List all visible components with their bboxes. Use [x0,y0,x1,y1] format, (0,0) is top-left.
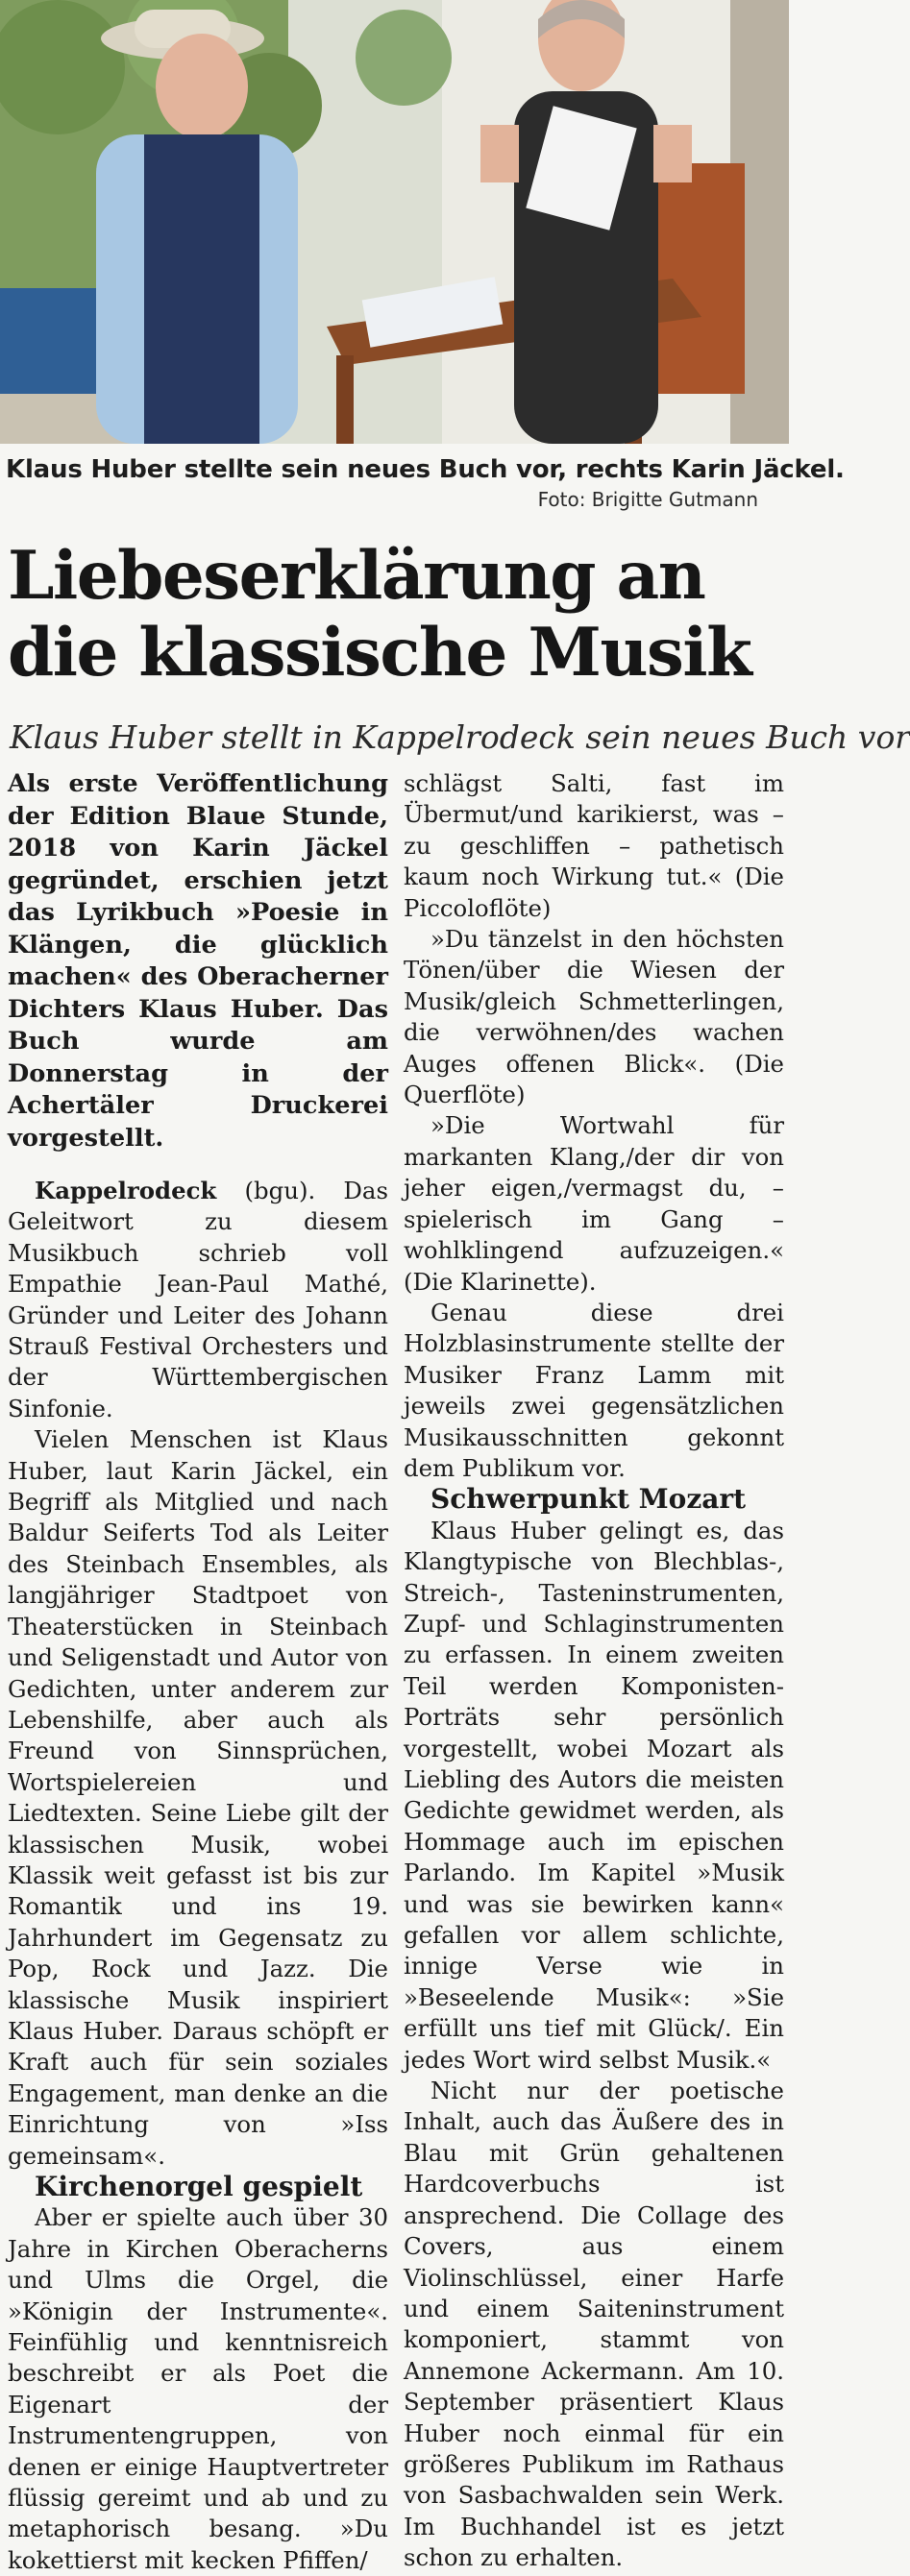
paragraph-4: schlägst Salti, fast im Übermut/und karikierst, was – zu geschliffen – pathetisch kaum noch Wirkung tut.« (Die Piccoloflöte) [404,769,784,922]
lead-paragraph: Als erste Veröffentlichung der Edition Blaue Stunde, 2018 von Karin Jäckel gegründet, erschien jetzt das Lyrikbuch »Poesie in Klängen, die glücklich machen« des Oberacherner Dichters Klaus Huber. Das Buch wurde am Donnerstag in der Achertäler Druckerei vorgestellt. [8,769,388,1153]
subheading-mozart: Schwerpunkt Mozart [430,1483,747,1516]
paragraph-5: »Du tänzelst in den höchsten Tönen/über die Wiesen der Musik/gleich Schmetterlingen, die verwöhnen/des wachen Auges offenen Blick«. (Die Querflöte) [404,925,784,1109]
subheading-kirchenorgel: Kirchenorgel gespielt [35,2171,363,2202]
column-right [404,768,784,2574]
subheadline: Klaus Huber stellt in Kappelrodeck sein neues Buch vor [10,718,910,756]
article-photo [0,0,789,444]
photo-credit: Foto: Brigitte Gutmann [537,488,758,511]
column-left [8,768,388,2576]
headline [8,538,781,692]
paragraph-2: Vielen Menschen ist Klaus Huber, laut Karin Jäckel, ein Begriff als Mitglied und nach Baldur Seiferts Tod als Leiter des Steinbach Ensembles, als langjähriger Stadtpoet von Theaterstücken in Steinbach und Seligenstadt und Autor von Gedichten, unter anderem zur Lebenshilfe, aber auch als Freund von Sinnsprüchen, Wortspielereien und Liedtexten. Seine Liebe gilt der klassischen Musik, wobei Klassik weit gefasst ist bis zur Romantik und ins 19. Jahrhundert im Gegensatz zu Pop, Rock und Jazz. Die klassische Musik inspiriert Klaus Huber. Daraus schöpft er Kraft auch für sein soziales Engagement, man denke an die Einrichtung von »Iss gemeinsam«. [8,1425,388,2170]
paragraph-8: Klaus Huber gelingt es, das Klangtypische von Blechblas-, Streich-, Tasteninstrumenten, Zupf- und Schlaginstrumenten zu erfassen. In einem zweiten Teil werden Komponisten-Porträts sehr persönlich vorgestellt, wobei Mozart als Liebling des Autors die meisten Gedichte gewidmet werden, als Hommage auch im epischen Parlando. Im Kapitel »Musik und was sie bewirken kann« gefallen vor allem schlichte, innige Verse wie in »Beseelende Musik«: »Sie erfüllt uns tief mit Glück/. Ein jedes Wort wird selbst Musik.« [404,1516,784,2074]
paragraph-7: Genau diese drei Holzblasinstrumente stellte der Musiker Franz Lamm mit jeweils zwei gegensätzlichen Musikausschnitten gekonnt dem Publikum vor. [404,1298,784,1482]
paragraph-9: Nicht nur der poetische Inhalt, auch das Äußere des in Blau mit Grün gehaltenen Hardcoverbuchs ist ansprechend. Die Collage des Covers, aus einem Violinschlüssel, einer Harfe und einem Saiteninstrument komponiert, stammt von Annemone Ackermann. Am 10. September präsentiert Klaus Huber noch einmal für ein größeres Publikum im Rathaus von Sasbachwalden sein Werk. Im Buchhandel ist es jetzt schon zu erhalten. [404,2077,784,2572]
photo-caption: Klaus Huber stellte sein neues Buch vor, rechts Karin Jäckel. [6,455,845,484]
headline-line-2: die klassische Musik [8,614,751,692]
paragraph-3: Aber er spielte auch über 30 Jahre in Kirchen Oberacherns und Ulms die Orgel, die »Königin der Instrumente«. Feinfühlig und kenntnisreich beschreibt er als Poet die Eigenart der Instrumentengruppen, von denen er einige Hauptvertreter flüssig gereimt und ab und zu metaphorisch besang. »Du kokettierst mit kecken Pfiffen/ [8,2203,388,2574]
paragraph-1: Kappelrodeck (bgu). Das Geleitwort zu diesem Musikbuch schrieb voll Empathie Jean-Paul Mathé, Gründer und Leiter des Johann Strauß Festival Orchesters und der Württembergischen Sinfonie. [8,1177,388,1422]
headline-line-1: Liebeserklärung an [8,537,705,615]
photo-illustration [0,0,789,444]
paragraph-6: »Die Wortwahl für markanten Klang,/der dir von jeher eigen,/vermagst du, – spielerisch im Gang – wohlklingend aufzuzeigen.« (Die Klarinette). [404,1111,784,1296]
dateline: Kappelrodeck [35,1177,217,1204]
